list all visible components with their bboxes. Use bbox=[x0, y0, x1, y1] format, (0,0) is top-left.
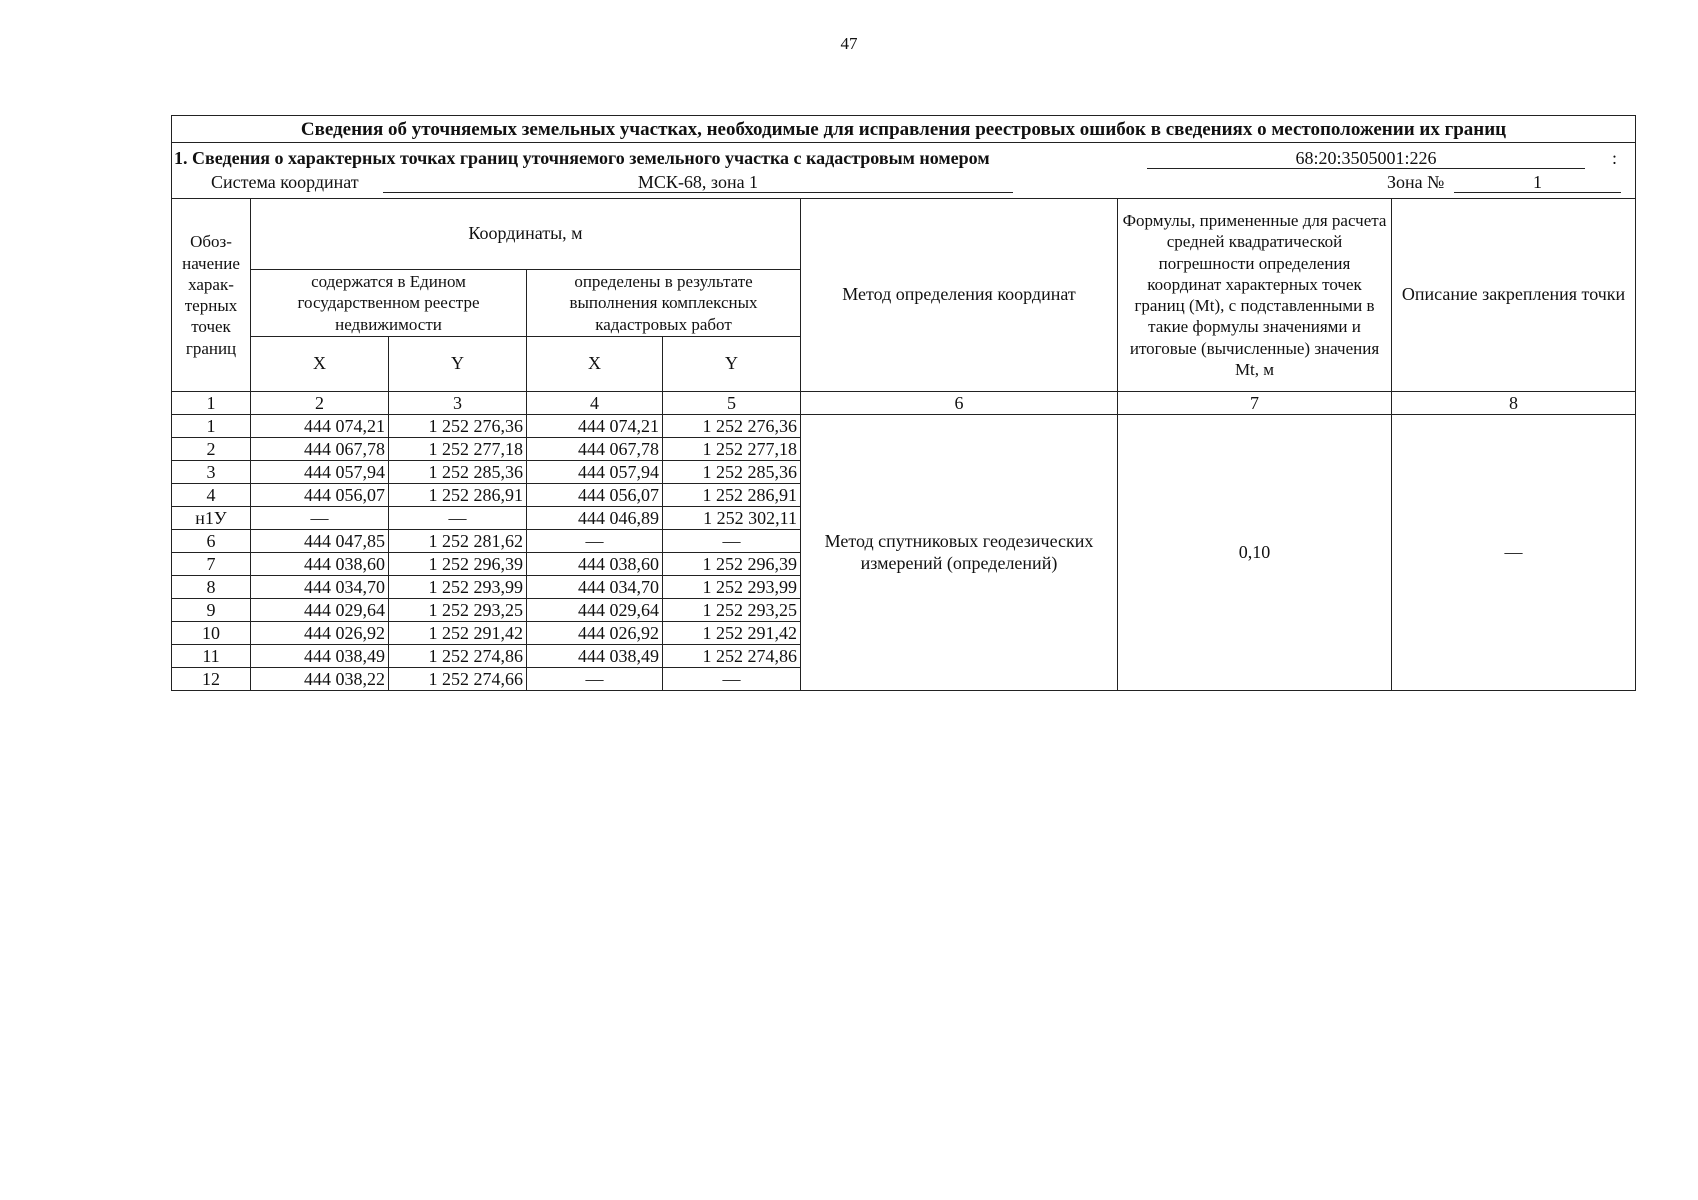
y-egrn-cell: 1 252 276,36 bbox=[389, 415, 527, 438]
point-name-cell: 12 bbox=[172, 668, 251, 691]
y-kkr-cell: — bbox=[663, 668, 801, 691]
point-name-cell: 3 bbox=[172, 461, 251, 484]
column-number: 1 bbox=[172, 392, 251, 415]
coord-system-label: Система координат bbox=[211, 172, 359, 192]
point-name-cell: 10 bbox=[172, 622, 251, 645]
y-kkr-cell: 1 252 286,91 bbox=[663, 484, 801, 507]
x-kkr-cell: 444 038,49 bbox=[527, 645, 663, 668]
coord-system-value: МСК-68, зона 1 bbox=[383, 173, 1013, 193]
x-egrn-cell: 444 074,21 bbox=[251, 415, 389, 438]
x-kkr-cell: 444 067,78 bbox=[527, 438, 663, 461]
section-label: 1. Сведения о характерных точках границ уточняемого земельного участка с кадастровым номером bbox=[174, 148, 990, 168]
y-egrn-cell: 1 252 296,39 bbox=[389, 553, 527, 576]
y-egrn-cell: 1 252 291,42 bbox=[389, 622, 527, 645]
point-name-cell: 8 bbox=[172, 576, 251, 599]
x-egrn-cell: 444 067,78 bbox=[251, 438, 389, 461]
x-egrn-cell: 444 038,60 bbox=[251, 553, 389, 576]
page-number: 47 bbox=[840, 34, 858, 53]
x-kkr-cell: — bbox=[527, 668, 663, 691]
x-egrn-cell: 444 047,85 bbox=[251, 530, 389, 553]
x-kkr-cell: 444 046,89 bbox=[527, 507, 663, 530]
x-egrn-cell: 444 038,49 bbox=[251, 645, 389, 668]
column-number: 2 bbox=[251, 392, 389, 415]
y-egrn-cell: 1 252 277,18 bbox=[389, 438, 527, 461]
x-egrn-cell: — bbox=[251, 507, 389, 530]
x-kkr-cell: 444 074,21 bbox=[527, 415, 663, 438]
x-kkr-cell: 444 026,92 bbox=[527, 622, 663, 645]
x-egrn-cell: 444 056,07 bbox=[251, 484, 389, 507]
column-number: 7 bbox=[1118, 392, 1392, 415]
header-y-egrn: Y bbox=[389, 337, 527, 392]
header-determined: определены в результате выполнения комплексных кадастровых работ bbox=[527, 270, 801, 337]
point-name-cell: 7 bbox=[172, 553, 251, 576]
y-kkr-cell: 1 252 296,39 bbox=[663, 553, 801, 576]
column-number: 6 bbox=[801, 392, 1118, 415]
header-x-egrn: X bbox=[251, 337, 389, 392]
x-kkr-cell: 444 038,60 bbox=[527, 553, 663, 576]
column-number: 5 bbox=[663, 392, 801, 415]
y-kkr-cell: 1 252 302,11 bbox=[663, 507, 801, 530]
point-name-cell: 9 bbox=[172, 599, 251, 622]
x-egrn-cell: 444 038,22 bbox=[251, 668, 389, 691]
y-egrn-cell: 1 252 285,36 bbox=[389, 461, 527, 484]
point-name-cell: 6 bbox=[172, 530, 251, 553]
x-egrn-cell: 444 026,92 bbox=[251, 622, 389, 645]
x-egrn-cell: 444 057,94 bbox=[251, 461, 389, 484]
point-name-cell: 11 bbox=[172, 645, 251, 668]
x-egrn-cell: 444 034,70 bbox=[251, 576, 389, 599]
column-number: 3 bbox=[389, 392, 527, 415]
y-kkr-cell: 1 252 285,36 bbox=[663, 461, 801, 484]
y-egrn-cell: 1 252 281,62 bbox=[389, 530, 527, 553]
y-kkr-cell: 1 252 274,86 bbox=[663, 645, 801, 668]
y-kkr-cell: 1 252 293,99 bbox=[663, 576, 801, 599]
zone-value: 1 bbox=[1454, 173, 1621, 193]
header-designation: Обоз-начение харак-терных точек границ bbox=[172, 199, 251, 392]
cadastral-number: 68:20:3505001:226 bbox=[1147, 149, 1585, 169]
point-name-cell: 2 bbox=[172, 438, 251, 461]
section-header bbox=[172, 143, 1636, 199]
header-description: Описание закрепления точки bbox=[1392, 199, 1636, 392]
y-egrn-cell: 1 252 274,86 bbox=[389, 645, 527, 668]
y-kkr-cell: — bbox=[663, 530, 801, 553]
x-kkr-cell: — bbox=[527, 530, 663, 553]
x-kkr-cell: 444 034,70 bbox=[527, 576, 663, 599]
y-egrn-cell: 1 252 274,66 bbox=[389, 668, 527, 691]
mt-value-cell: 0,10 bbox=[1118, 415, 1392, 691]
point-name-cell: н1У bbox=[172, 507, 251, 530]
y-egrn-cell: — bbox=[389, 507, 527, 530]
zone-label: Зона № bbox=[1387, 172, 1445, 192]
y-egrn-cell: 1 252 286,91 bbox=[389, 484, 527, 507]
x-egrn-cell: 444 029,64 bbox=[251, 599, 389, 622]
description-cell: — bbox=[1392, 415, 1636, 691]
y-egrn-cell: 1 252 293,99 bbox=[389, 576, 527, 599]
header-contained: содержатся в Едином государственном реестре недвижимости bbox=[251, 270, 527, 337]
point-name-cell: 4 bbox=[172, 484, 251, 507]
header-method: Метод определения координат bbox=[801, 199, 1118, 392]
y-kkr-cell: 1 252 276,36 bbox=[663, 415, 801, 438]
method-cell: Метод спутниковых геодезических измерений (определений) bbox=[801, 415, 1118, 691]
x-kkr-cell: 444 029,64 bbox=[527, 599, 663, 622]
header-y-kkr: Y bbox=[663, 337, 801, 392]
y-egrn-cell: 1 252 293,25 bbox=[389, 599, 527, 622]
table-title: Сведения об уточняемых земельных участках, необходимые для исправления реестровых ошибок в сведениях о местоположении их границ bbox=[172, 116, 1636, 143]
boundary-points-table bbox=[171, 115, 1636, 691]
x-kkr-cell: 444 057,94 bbox=[527, 461, 663, 484]
y-kkr-cell: 1 252 293,25 bbox=[663, 599, 801, 622]
header-formulas: Формулы, примененные для расчета средней квадратической погрешности определения координат характерных точек границ (Mt), с подставленными в такие формулы значениями и итоговые (вычисленные) значения Mt, м bbox=[1118, 199, 1392, 392]
point-name-cell: 1 bbox=[172, 415, 251, 438]
y-kkr-cell: 1 252 277,18 bbox=[663, 438, 801, 461]
header-x-kkr: X bbox=[527, 337, 663, 392]
column-number: 8 bbox=[1392, 392, 1636, 415]
column-number-row bbox=[172, 392, 1636, 415]
column-number: 4 bbox=[527, 392, 663, 415]
table-row bbox=[172, 415, 1636, 438]
y-kkr-cell: 1 252 291,42 bbox=[663, 622, 801, 645]
x-kkr-cell: 444 056,07 bbox=[527, 484, 663, 507]
header-coordinates: Координаты, м bbox=[251, 199, 801, 270]
section-colon: : bbox=[1612, 148, 1618, 168]
